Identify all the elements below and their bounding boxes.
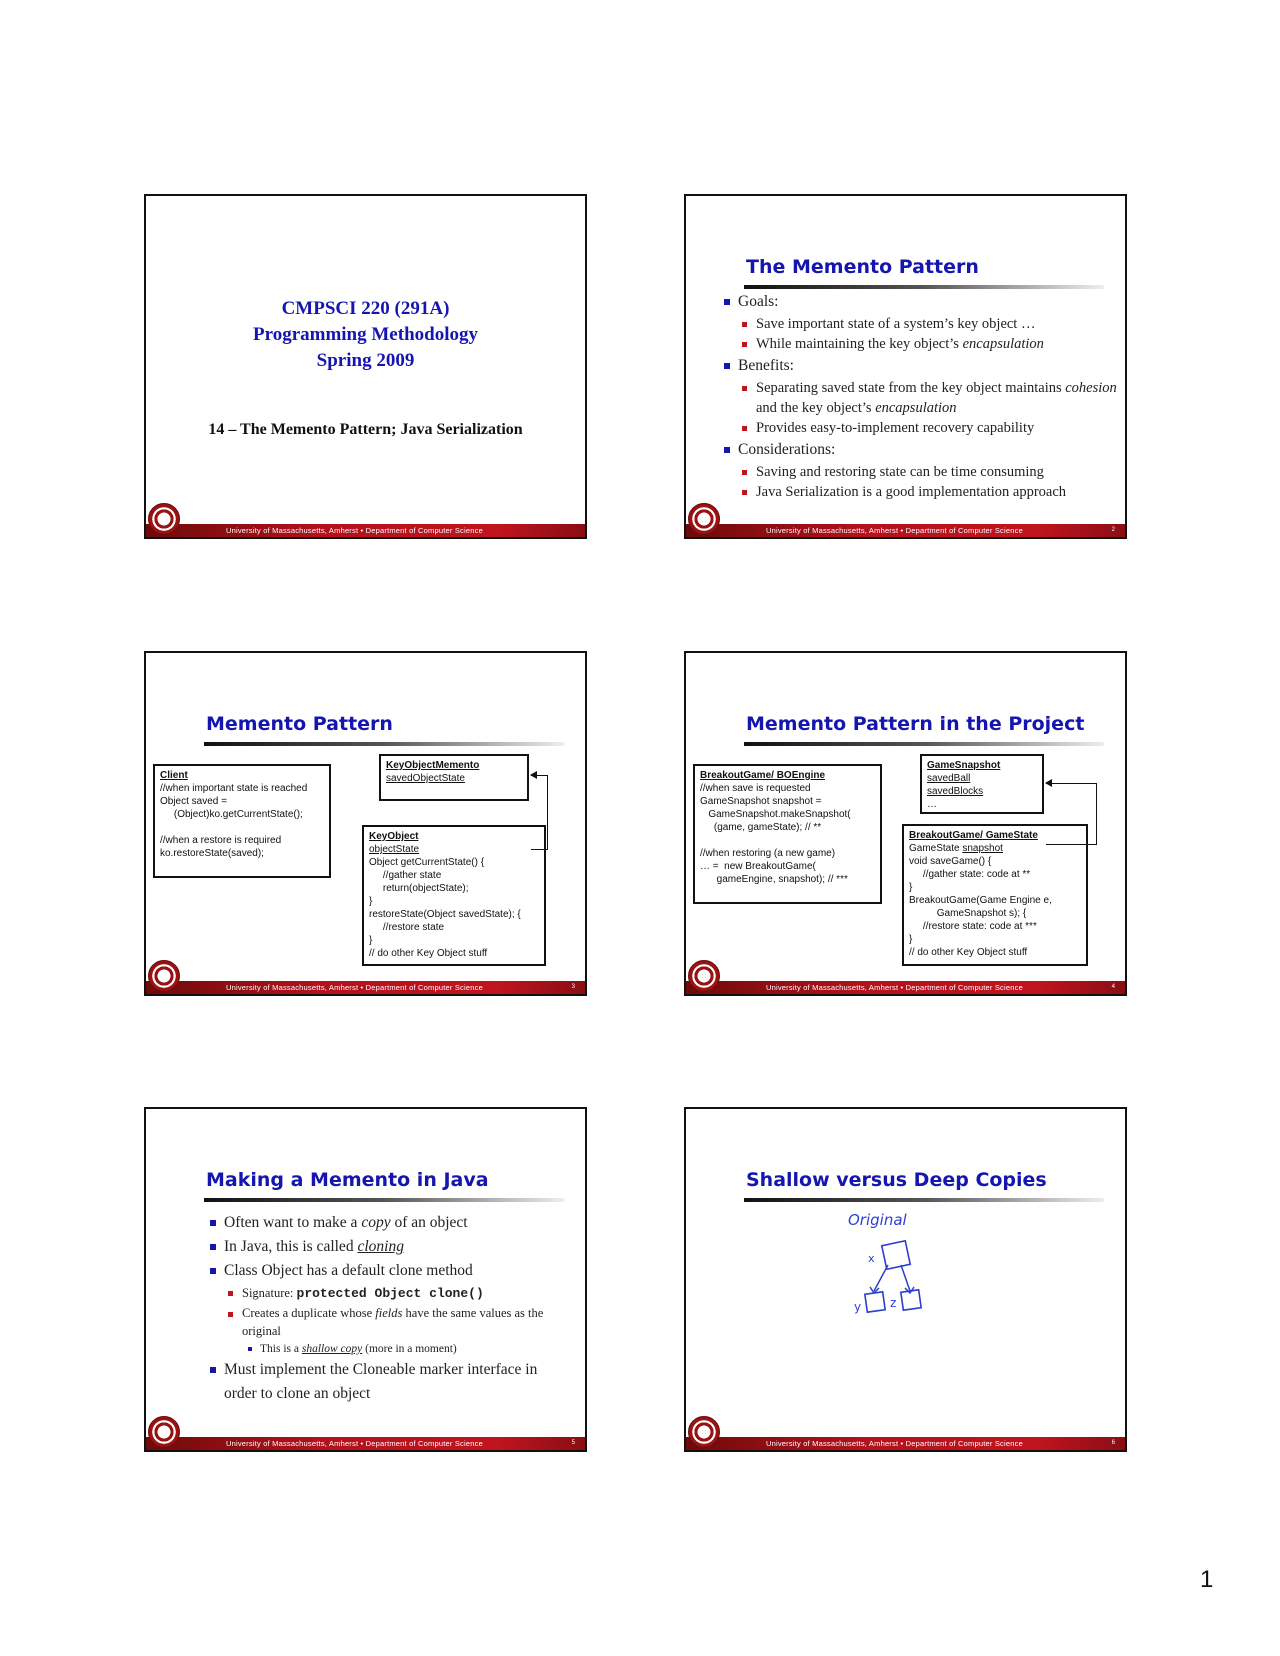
slide-6: [684, 1107, 1127, 1452]
original-object-shape: [882, 1241, 910, 1269]
game-state-box: BreakoutGame/ GameState GameState snapshot void saveGame() { //gather state: code at ** } BreakoutGame(Game Engine e, GameSnapshot s); { //restore state: code at *** } // do other Key Object stuff: [902, 824, 1088, 966]
z-label: z: [890, 1296, 897, 1310]
slide-number: 4: [1111, 984, 1115, 990]
y-object-shape: [865, 1292, 885, 1312]
list-item: Creates a duplicate whose fields have the same values as the original This is a shallow copy (more in a moment): [224, 1304, 568, 1358]
list-item: While maintaining the key object’s encapsulation: [738, 334, 1122, 354]
list-item: Separating saved state from the key object maintains cohesion and the key object’s encapsulation: [738, 378, 1122, 418]
slide-footer: [686, 1437, 1125, 1450]
client-box: Client //when important state is reached Object saved = (Object)ko.getCurrentState(); //when a restore is required ko.restoreState(saved);: [153, 764, 331, 878]
list-item: Save important state of a system’s key object …: [738, 314, 1122, 334]
key-object-box: KeyObject objectState Object getCurrentState() { //gather state return(objectState); } restoreState(Object savedState); { //restore state } // do other Key Object stuff: [362, 825, 546, 966]
slide-footer: [146, 1437, 585, 1450]
course-name: Programming Methodology: [253, 324, 478, 345]
slide-footer: [146, 524, 585, 537]
arrow-icon: [530, 771, 537, 779]
university-seal-icon: [148, 1416, 180, 1448]
slide-title: The Memento Pattern: [746, 256, 979, 278]
list-item: Often want to make a copy of an object: [208, 1211, 568, 1235]
memento-box: KeyObjectMemento savedObjectState: [379, 754, 529, 801]
title-rule: [744, 1198, 1104, 1202]
connector-line: [531, 775, 548, 850]
bullet-list: [722, 290, 1122, 502]
sketch-label: Original: [848, 1211, 907, 1229]
slide-footer: [686, 524, 1125, 537]
z-object-shape: [901, 1290, 921, 1310]
slide-footer: [146, 981, 585, 994]
university-seal-icon: [148, 503, 180, 535]
slide-title: Memento Pattern: [206, 713, 393, 735]
footer-text: University of Massachusetts, Amherst • Department of Computer Science: [766, 1439, 1023, 1448]
list-item: Saving and restoring state can be time consuming: [738, 462, 1122, 482]
lecture-title: 14 – The Memento Pattern; Java Serialization: [208, 421, 523, 438]
breakout-engine-box: BreakoutGame/ BOEngine //when save is requested GameSnapshot snapshot = GameSnapshot.makeSnapshot( (game, gameState); // ** //when restoring (a new game) … = new BreakoutGame( gameEngine, snapshot); // ***: [693, 764, 882, 904]
game-snapshot-box: GameSnapshot savedBall savedBlocks …: [920, 754, 1044, 814]
university-seal-icon: [688, 1416, 720, 1448]
footer-text: University of Massachusetts, Amherst • Department of Computer Science: [226, 983, 483, 992]
list-item: In Java, this is called cloning: [208, 1235, 568, 1259]
list-item: Goals: Save important state of a system’s key object … While maintaining the key object’s encapsulation: [722, 290, 1122, 354]
slide-number: 6: [1111, 1440, 1115, 1446]
title-rule: [744, 285, 1104, 289]
university-seal-icon: [688, 960, 720, 992]
slide-title: Shallow versus Deep Copies: [746, 1169, 1047, 1191]
ref-line-z: [901, 1265, 910, 1291]
list-item: Java Serialization is a good implementation approach: [738, 482, 1122, 502]
slide-2: [684, 194, 1127, 539]
footer-text: University of Massachusetts, Amherst • Department of Computer Science: [766, 983, 1023, 992]
y-label: y: [854, 1300, 862, 1314]
university-seal-icon: [148, 960, 180, 992]
slide-1-title: [144, 194, 587, 539]
title-rule: [204, 742, 564, 746]
course-code: CMPSCI 220 (291A): [281, 298, 450, 319]
shallow-copy-sketch: [846, 1207, 966, 1337]
title-rule: [204, 1198, 564, 1202]
page-number: 1: [1200, 1566, 1214, 1593]
title-rule: [744, 742, 1104, 746]
footer-text: University of Massachusetts, Amherst • Department of Computer Science: [766, 526, 1023, 535]
list-item: Provides easy-to-implement recovery capability: [738, 418, 1122, 438]
list-item: This is a shallow copy (more in a moment): [242, 1340, 568, 1358]
university-seal-icon: [688, 503, 720, 535]
slide-title: Making a Memento in Java: [206, 1169, 489, 1191]
slide-number: 5: [571, 1440, 575, 1446]
slide-4: [684, 651, 1127, 996]
x-label: x: [868, 1252, 875, 1265]
course-term: Spring 2009: [316, 350, 415, 371]
list-item: Must implement the Cloneable marker interface in order to clone an object: [208, 1358, 568, 1406]
list-item: Considerations: Saving and restoring state can be time consuming Java Serialization is a good implementation approach: [722, 438, 1122, 502]
arrow-icon: [1045, 779, 1052, 787]
connector-line: [1046, 783, 1097, 845]
list-item: Benefits: Separating saved state from the key object maintains cohesion and the key object’s encapsulation Provides easy-to-implement recovery capability: [722, 354, 1122, 438]
list-item: Class Object has a default clone method Signature: protected Object clone() Creates a duplicate whose fields have the same values as the original This is a shallow copy (more in a moment): [208, 1259, 568, 1358]
slide-3: [144, 651, 587, 996]
slide-1-heading: [146, 296, 585, 374]
slide-5: [144, 1107, 587, 1452]
bullet-list: [208, 1211, 568, 1406]
slide-footer: [686, 981, 1125, 994]
slide-number: 2: [1111, 527, 1115, 533]
slide-number: 3: [571, 984, 575, 990]
footer-text: University of Massachusetts, Amherst • Department of Computer Science: [226, 526, 483, 535]
slide-title: Memento Pattern in the Project: [746, 713, 1085, 735]
list-item: Signature: protected Object clone(): [224, 1283, 568, 1304]
ref-line-y: [874, 1265, 888, 1291]
footer-text: University of Massachusetts, Amherst • Department of Computer Science: [226, 1439, 483, 1448]
